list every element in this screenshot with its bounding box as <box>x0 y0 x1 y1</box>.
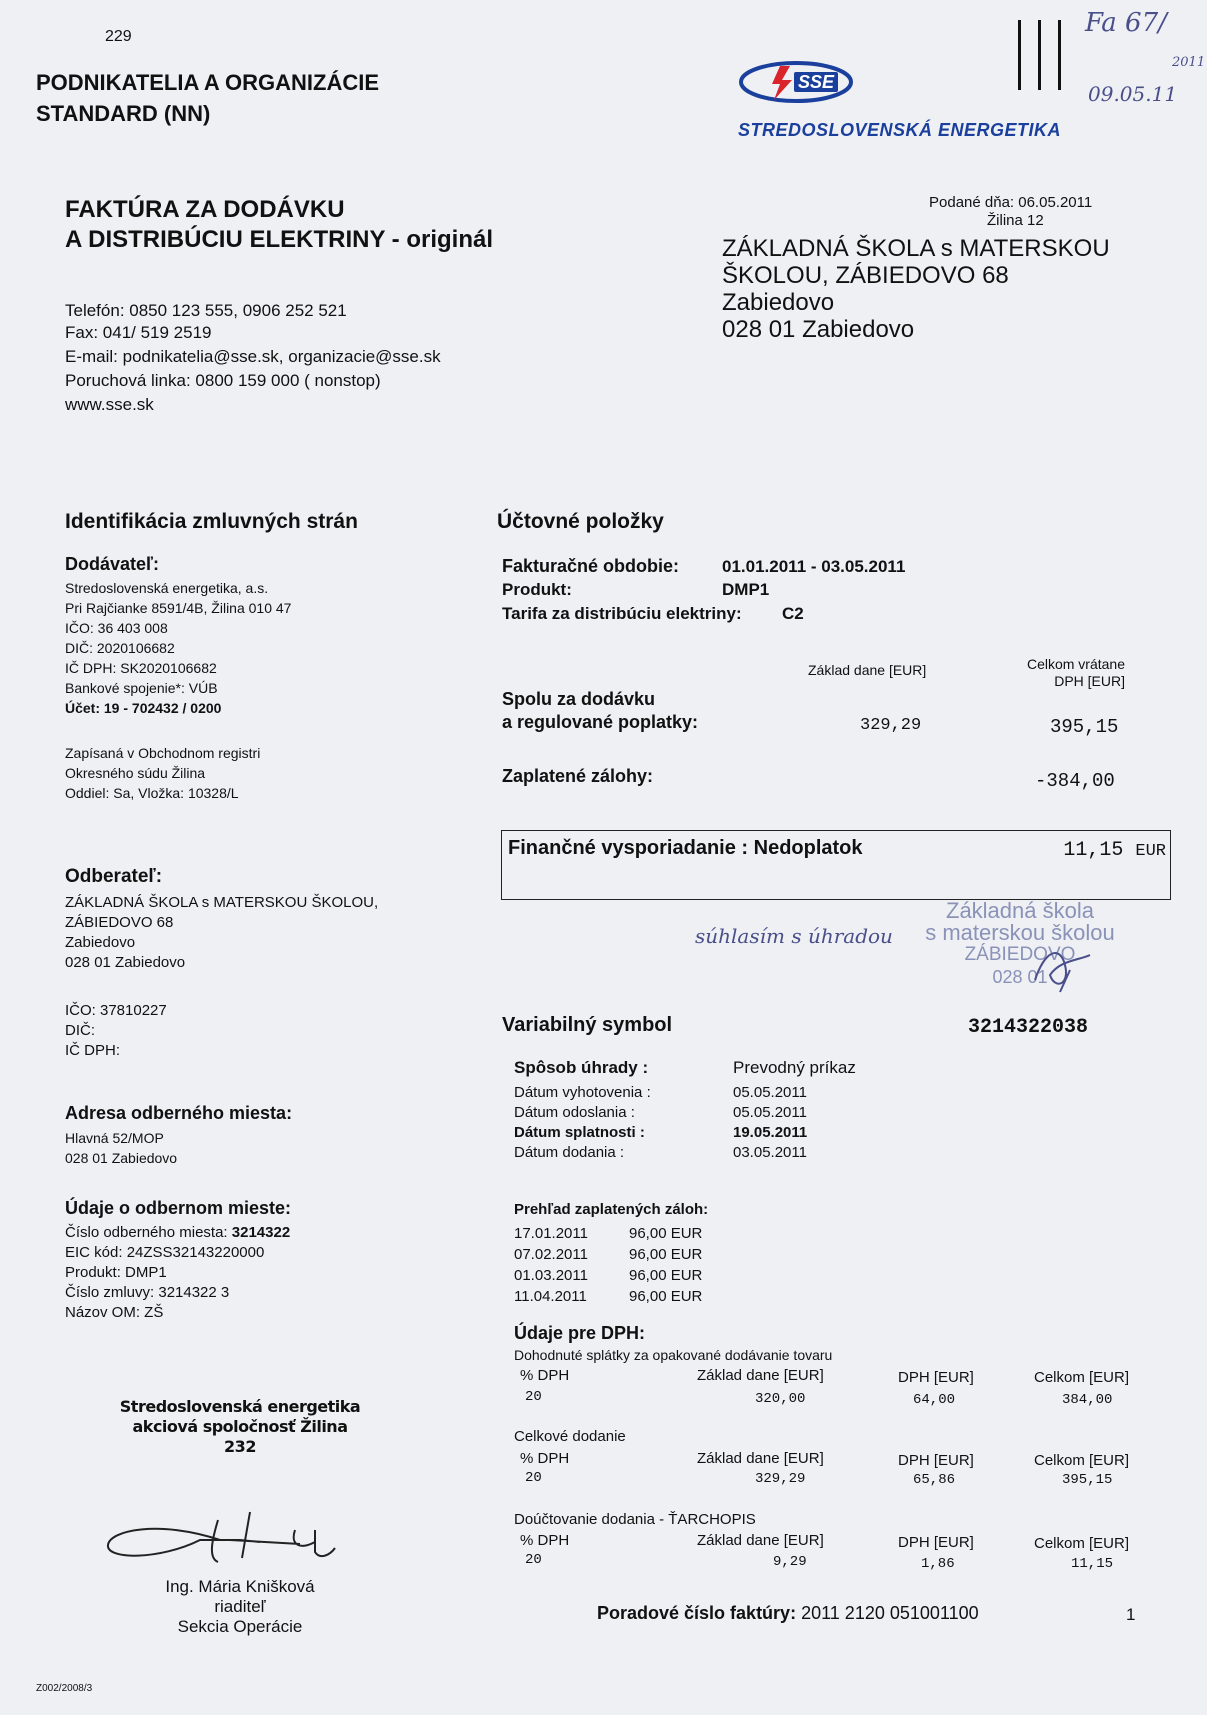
invoice-number-value: 2011 2120 051001100 <box>801 1603 979 1623</box>
category-line-1: PODNIKATELIA A ORGANIZÁCIE <box>36 70 380 95</box>
payment-label: Spôsob úhrady : <box>514 1058 649 1077</box>
customer-details <box>65 893 378 973</box>
vat-base: 320,00 <box>755 1391 806 1407</box>
school-stamp-line: ZÁBIEDOVO <box>964 944 1076 965</box>
date-row <box>514 1083 807 1103</box>
point-title: Údaje o odbernom mieste: <box>65 1198 292 1218</box>
customer-line: Zabiedovo <box>65 934 136 951</box>
site-line: 028 01 Zabiedovo <box>65 1150 178 1166</box>
date-row <box>514 1103 807 1123</box>
col-total-header-line: DPH [EUR] <box>1054 673 1125 689</box>
site-title: Adresa odberného miesta: <box>65 1103 293 1123</box>
point-line: Názov OM: ZŠ <box>65 1304 164 1321</box>
tariff-value: C2 <box>782 604 804 623</box>
site-address <box>65 1128 177 1168</box>
supplier-line: DIČ: 2020106682 <box>65 640 175 656</box>
contact-website: www.sse.sk <box>65 395 154 414</box>
deposit-date: 01.03.2011 <box>514 1267 588 1284</box>
registry-line: Oddiel: Sa, Vložka: 10328/L <box>65 785 239 801</box>
date-value: 05.05.2011 <box>733 1084 807 1101</box>
vat-total: 384,00 <box>1062 1392 1113 1408</box>
company-stamp-line: Stredoslovenská energetika <box>119 1397 361 1416</box>
page-number: 1 <box>1126 1605 1136 1624</box>
date-label: Dátum odoslania : <box>514 1104 635 1121</box>
registry-info <box>65 743 260 803</box>
dates-list <box>514 1083 807 1163</box>
date-value: 19.05.2011 <box>733 1124 808 1141</box>
deposit-row <box>514 1265 702 1286</box>
contact-email: E-mail: podnikatelia@sse.sk, organizacie@sse.sk <box>65 347 441 366</box>
total-incl-value: 395,15 <box>1050 716 1119 738</box>
vat-amount: 1,86 <box>921 1556 955 1572</box>
deposit-overview-list <box>514 1223 702 1307</box>
total-base-value: 329,29 <box>860 716 922 735</box>
vat-col-base: Základ dane [EUR] <box>697 1367 824 1384</box>
approval-signature-icon <box>1030 940 1100 995</box>
invoice-title-1: FAKTÚRA ZA DODÁVKU <box>65 196 345 223</box>
col-total-header-line: Celkom vrátane <box>1026 656 1125 672</box>
school-stamp <box>900 900 1140 988</box>
sse-logo-mark-icon <box>738 60 854 104</box>
vat-col-rate: % DPH <box>520 1532 570 1549</box>
invoice-number <box>597 1603 979 1624</box>
point-line: Produkt: DMP1 <box>65 1264 167 1281</box>
col-base-header: Základ dane [EUR] <box>808 662 927 678</box>
supplier-line: IČO: 36 403 008 <box>65 620 168 636</box>
recipient-line-4: 028 01 Zabiedovo <box>722 316 915 343</box>
posted-date: Podané dňa: 06.05.2011 <box>929 194 1093 211</box>
period-label: Fakturačné obdobie: <box>502 556 680 576</box>
deposit-row <box>514 1244 702 1265</box>
vat-amount: 65,86 <box>913 1472 956 1488</box>
deposits-label: Zaplatené zálohy: <box>502 766 654 786</box>
vs-label: Variabilný symbol <box>502 1014 673 1036</box>
vat-total: 11,15 <box>1071 1556 1114 1572</box>
date-label: Dátum vyhotovenia : <box>514 1084 651 1101</box>
period-value: 01.01.2011 - 03.05.2011 <box>722 557 906 576</box>
point-line: EIC kód: 24ZSS32143220000 <box>65 1244 265 1261</box>
point-line: Číslo zmluvy: 3214322 3 <box>65 1284 230 1301</box>
vat-col-vat: DPH [EUR] <box>898 1369 974 1386</box>
deposit-amount: 96,00 EUR <box>629 1288 703 1305</box>
date-row <box>514 1143 807 1163</box>
sse-logo-text: SSE <box>798 72 835 92</box>
supplier-line: Pri Rajčianke 8591/4B, Žilina 010 47 <box>65 600 292 616</box>
company-stamp <box>110 1397 370 1457</box>
invoice-title-2: A DISTRIBÚCIU ELEKTRINY - originál <box>65 226 494 253</box>
deposit-row <box>514 1223 702 1244</box>
company-stamp-line: 232 <box>224 1437 256 1456</box>
customer-vat-id: IČ DPH: <box>65 1042 121 1059</box>
registry-line: Zapísaná v Obchodnom registri <box>65 745 261 761</box>
total-label <box>502 688 698 734</box>
total-label-line: a regulované poplatky: <box>502 712 699 732</box>
col-total-header <box>1000 656 1125 690</box>
handwritten-agreement: súhlasím s úhradou <box>695 924 893 948</box>
supplier-account: Účet: 19 - 702432 / 0200 <box>65 700 222 716</box>
vat-section-title: Celkové dodanie <box>514 1428 626 1445</box>
contact-fault-line: Poruchová linka: 0800 159 000 ( nonstop) <box>65 371 381 390</box>
vat-base: 9,29 <box>773 1554 807 1570</box>
deposit-amount: 96,00 EUR <box>629 1225 703 1242</box>
site-line: Hlavná 52/MOP <box>65 1130 164 1146</box>
invoice-number-label: Poradové číslo faktúry: <box>597 1603 797 1623</box>
customer-dic: DIČ: <box>65 1022 95 1039</box>
category-line-2: STANDARD (NN) <box>36 101 211 126</box>
product-label: Produkt: <box>502 580 572 599</box>
settlement-currency: EUR <box>1135 842 1166 861</box>
vat-section-title: Dohodnuté splátky za opakované dodávanie tovaru <box>514 1347 833 1363</box>
school-stamp-line: Základná škola <box>946 898 1094 923</box>
vat-col-base: Základ dane [EUR] <box>697 1450 824 1467</box>
form-code: Z002/2008/3 <box>36 1683 93 1694</box>
company-name: STREDOSLOVENSKÁ ENERGETIKA <box>738 120 1062 140</box>
date-label: Dátum dodania : <box>514 1144 625 1161</box>
school-stamp-line: s materskou školou <box>925 920 1115 945</box>
vat-col-vat: DPH [EUR] <box>898 1452 974 1469</box>
supplier-line: Bankové spojenie*: VÚB <box>65 680 218 696</box>
date-value: 03.05.2011 <box>733 1144 807 1161</box>
date-label: Dátum splatnosti : <box>514 1124 645 1141</box>
supplier-title: Dodávateľ: <box>65 554 159 574</box>
customer-line: ZÁBIEDOVO 68 <box>65 914 174 931</box>
product-value: DMP1 <box>722 580 770 599</box>
school-stamp-line: 028 01 <box>992 967 1048 987</box>
company-stamp-line: akciová spoločnosť Žilina <box>132 1417 348 1436</box>
vat-col-total: Celkom [EUR] <box>1034 1369 1130 1386</box>
vat-col-base: Základ dane [EUR] <box>697 1532 824 1549</box>
deposits-value: -384,00 <box>1035 770 1115 792</box>
parties-heading: Identifikácia zmluvných strán <box>65 510 358 533</box>
tariff-label: Tarifa za distribúciu elektriny: <box>502 604 742 623</box>
vat-rate: 20 <box>525 1552 542 1568</box>
contact-phone: Telefón: 0850 123 555, 0906 252 521 <box>65 301 347 320</box>
sse-logo <box>738 60 854 104</box>
items-heading: Účtovné položky <box>497 510 664 533</box>
vat-total: 395,15 <box>1062 1472 1113 1488</box>
document-number: 229 <box>105 28 132 45</box>
vat-rate: 20 <box>525 1470 542 1486</box>
deposit-amount: 96,00 EUR <box>629 1267 703 1284</box>
deposit-row <box>514 1286 702 1307</box>
point-details <box>65 1223 290 1323</box>
registry-line: Okresného súdu Žilina <box>65 765 206 781</box>
vat-col-total: Celkom [EUR] <box>1034 1535 1130 1552</box>
vat-col-rate: % DPH <box>520 1367 570 1384</box>
vat-rate: 20 <box>525 1389 542 1405</box>
signatory-name: Ing. Mária Knišková <box>165 1577 315 1596</box>
handwritten-filing-year: 2011 <box>1172 55 1206 70</box>
customer-ids <box>65 1001 167 1061</box>
signature-icon <box>100 1500 350 1580</box>
signatory-department: Sekcia Operácie <box>177 1617 303 1636</box>
vat-col-vat: DPH [EUR] <box>898 1534 974 1551</box>
settlement-amount <box>1063 839 1166 862</box>
payment-value: Prevodný príkaz <box>733 1058 856 1077</box>
customer-title: Odberateľ: <box>65 866 163 887</box>
recipient-line-1: ZÁKLADNÁ ŠKOLA s MATERSKOU <box>722 235 1110 262</box>
point-number-label: Číslo odberného miesta: <box>65 1224 228 1241</box>
point-number-row <box>65 1223 290 1243</box>
supplier-line: IČ DPH: SK2020106682 <box>65 660 217 676</box>
deposit-date: 07.02.2011 <box>514 1246 588 1263</box>
recipient-line-2: ŠKOLOU, ZÁBIEDOVO 68 <box>722 262 1009 289</box>
posted-office: Žilina 12 <box>987 212 1044 229</box>
handwritten-date: 09.05.11 <box>1088 82 1178 106</box>
contact-fax: Fax: 041/ 519 2519 <box>65 323 212 342</box>
supplier-line: Stredoslovenská energetika, a.s. <box>65 580 269 596</box>
vat-col-total: Celkom [EUR] <box>1034 1452 1130 1469</box>
vat-col-rate: % DPH <box>520 1450 570 1467</box>
deposit-date: 11.04.2011 <box>514 1288 587 1305</box>
date-value: 05.05.2011 <box>733 1104 807 1121</box>
deposit-date: 17.01.2011 <box>514 1225 588 1242</box>
settlement-value: 11,15 <box>1063 839 1124 862</box>
vat-amount: 64,00 <box>913 1392 956 1408</box>
settlement-label: Finančné vysporiadanie : Nedoplatok <box>508 837 863 859</box>
point-number-value: 3214322 <box>231 1224 291 1241</box>
customer-ico: IČO: 37810227 <box>65 1002 167 1019</box>
recipient-line-3: Zabiedovo <box>722 289 835 316</box>
customer-line: 028 01 Zabiedovo <box>65 954 186 971</box>
vs-value: 3214322038 <box>968 1016 1089 1039</box>
deposit-overview-title: Prehľad zaplatených záloh: <box>514 1201 709 1218</box>
date-row <box>514 1123 807 1143</box>
vat-title: Údaje pre DPH: <box>514 1323 646 1343</box>
total-label-line: Spolu za dodávku <box>502 689 656 709</box>
deposit-amount: 96,00 EUR <box>629 1246 703 1263</box>
customer-line: ZÁKLADNÁ ŠKOLA s MATERSKOU ŠKOLOU, <box>65 894 379 911</box>
signatory <box>110 1577 370 1637</box>
supplier-details <box>65 578 291 718</box>
vat-section-title: Doúčtovanie dodania - ŤARCHOPIS <box>514 1511 756 1528</box>
vat-base: 329,29 <box>755 1471 806 1487</box>
settlement-box <box>501 830 1171 900</box>
signatory-role: riaditeľ <box>214 1597 266 1616</box>
handwritten-filing-note: Fa 67/ <box>1085 8 1167 38</box>
